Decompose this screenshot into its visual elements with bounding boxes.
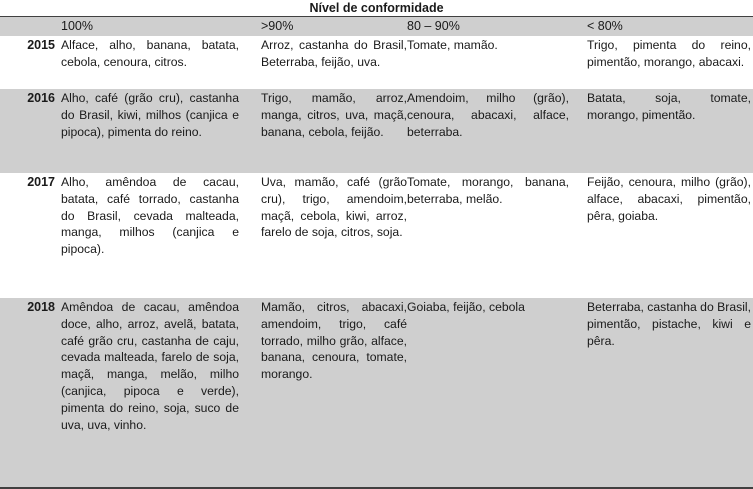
row-year: 2018 [27,300,55,314]
conformity-table [0,17,753,489]
cell-under-80: Trigo, pimenta do reino, pimentão, morango, abacaxi. [587,38,751,69]
table-row [0,89,753,173]
table-title: Nível de conformidade [0,0,753,17]
row-year: 2016 [27,91,55,105]
year-header [0,17,61,36]
table-row [0,298,753,488]
column-header-over-90: >90% [261,19,294,33]
column-header-100: 100% [61,19,93,33]
cell-100: Amêndoa de cacau, amêndoa doce, alho, arroz, avelã, batata, café grão cru, castanha de caju, cevada malteada, farelo de soja, maçã, manga, melão, milho (canjica, pipoca e verde), pimenta do reino, soja, suco de uva, uva, vinho. [61,300,239,432]
cell-100: Alho, amêndoa de cacau, batata, café torrado, castanha do Brasil, cevada malteada, manga, milhos (canjica e pipoca). [61,175,239,257]
column-header-80-90: 80 – 90% [407,19,460,33]
cell-80-90: Goiaba, feijão, cebola [407,300,525,314]
row-year: 2015 [27,38,55,52]
table-row [0,173,753,298]
cell-80-90: Tomate, mamão. [407,38,498,52]
cell-80-90: Tomate, morango, banana, beterraba, melão. [407,175,569,206]
row-year: 2017 [27,175,55,189]
header-row [0,17,753,36]
cell-100: Alface, alho, banana, batata, cebola, cenoura, citros. [61,38,239,69]
cell-under-80: Feijão, cenoura, milho (grão), alface, abacaxi, pimentão, pêra, goiaba. [587,175,751,223]
cell-under-80: Batata, soja, tomate, morango, pimentão. [587,91,751,122]
cell-100: Alho, café (grão cru), castanha do Brasil, kiwi, milhos (canjica e pipoca), pimenta do reino. [61,91,239,139]
column-header-under-80: < 80% [587,19,623,33]
cell-over-90: Uva, mamão, café (grão cru), trigo, amendoim, maçã, cebola, kiwi, arroz, farelo de soja, citros, soja. [261,175,407,240]
cell-over-90: Mamão, citros, abacaxi, amendoim, trigo, café torrado, milho grão, alface, banana, cenoura, tomate, morango. [261,300,407,382]
cell-over-90: Trigo, mamão, arroz, manga, citros, uva, maçã, banana, cebola, feijão. [261,91,407,139]
table-row [0,36,753,89]
cell-80-90: Amendoim, milho (grão), cenoura, abacaxi, alface, beterraba. [407,91,569,139]
cell-under-80: Beterraba, castanha do Brasil, pimentão, pistache, kiwi e pêra. [587,300,751,348]
cell-over-90: Arroz, castanha do Brasil, Beterraba, feijão, uva. [261,38,407,69]
